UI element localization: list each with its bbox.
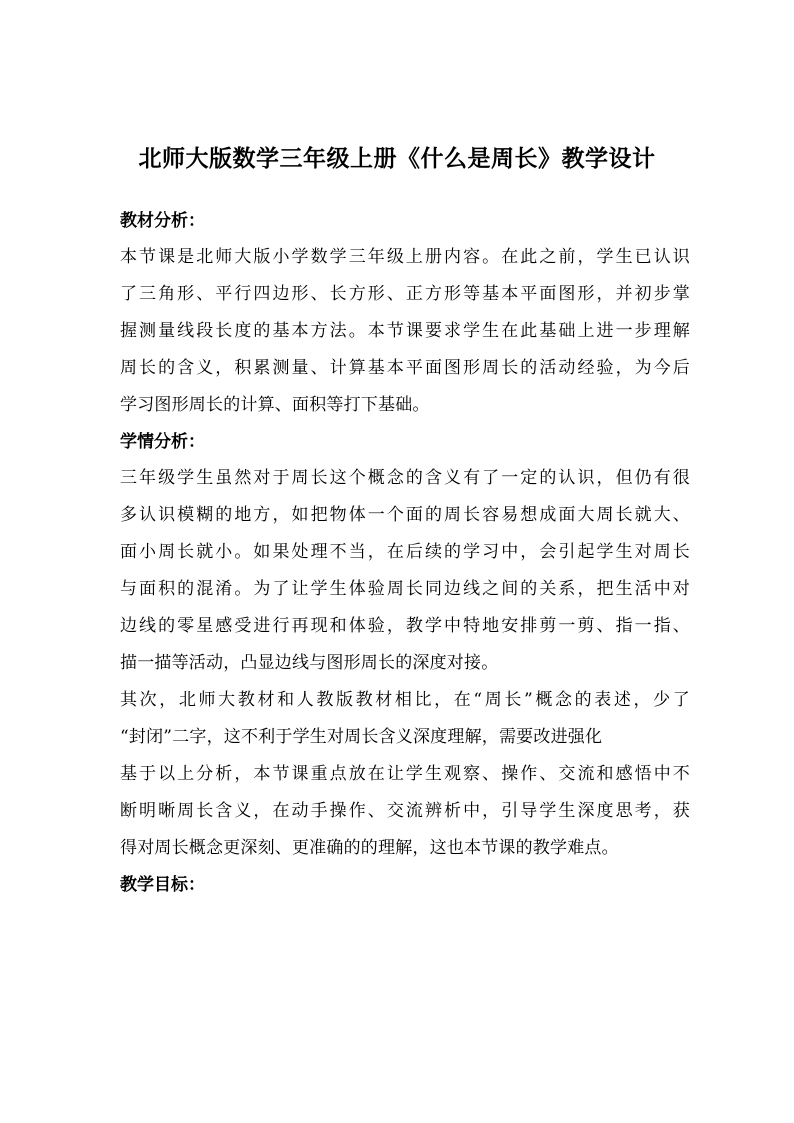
text-line: 本节课是北师大版小学数学三年级上册内容。在此之前，学生已认识	[120, 247, 690, 267]
text-line: 基于以上分析，本节课重点放在让学生观察、操作、交流和感悟中不	[120, 764, 690, 784]
text-line: 与面积的混淆。为了让学生体验周长同边线之间的关系，把生活中对	[120, 579, 690, 599]
text-line: 多认识模糊的地方，如把物体一个面的周长容易想成面大周长就大、	[120, 505, 690, 525]
text-line: 周长的含义，积累测量、计算基本平面图形周长的活动经验，为今后	[120, 358, 690, 378]
student-analysis-paragraph-1	[120, 460, 690, 682]
text-line: 边线的零星感受进行再现和体验，教学中特地安排剪一剪、指一指、	[120, 616, 690, 636]
text-line: “封闭”二字，这不利于学生对周长含义深度理解，需要改进强化	[120, 727, 603, 747]
text-line: 了三角形、平行四边形、长方形、正方形等基本平面图形，并初步掌	[120, 284, 690, 304]
text-line: 学习图形周长的计算、面积等打下基础。	[120, 395, 430, 415]
student-analysis-paragraph-3	[120, 756, 690, 867]
document-body	[120, 203, 690, 903]
textbook-analysis-paragraph	[120, 239, 690, 424]
text-line: 其次，北师大教材和人教版教材相比，在“周长”概念的表述，少了	[120, 690, 690, 710]
section-heading-student-analysis: 学情分析：	[120, 432, 205, 452]
document-title: 北师大版数学三年级上册《什么是周长》教学设计	[138, 146, 656, 172]
text-line: 得对周长概念更深刻、更准确的的理解，这也本节课的教学难点。	[120, 838, 619, 858]
text-line: 断明晰周长含义，在动手操作、交流辨析中，引导学生深度思考，获	[120, 801, 690, 821]
text-line: 握测量线段长度的基本方法。本节课要求学生在此基础上进一步理解	[120, 321, 690, 341]
text-line: 描一描等活动，凸显边线与图形周长的深度对接。	[120, 653, 499, 673]
text-line: 三年级学生虽然对于周长这个概念的含义有了一定的认识，但仍有很	[120, 468, 690, 488]
text-line: 面小周长就小。如果处理不当，在后续的学习中，会引起学生对周长	[120, 542, 690, 562]
section-heading-textbook-analysis: 教材分析：	[120, 211, 205, 231]
section-heading-teaching-goals: 教学目标：	[120, 875, 205, 895]
student-analysis-paragraph-2	[120, 682, 690, 756]
